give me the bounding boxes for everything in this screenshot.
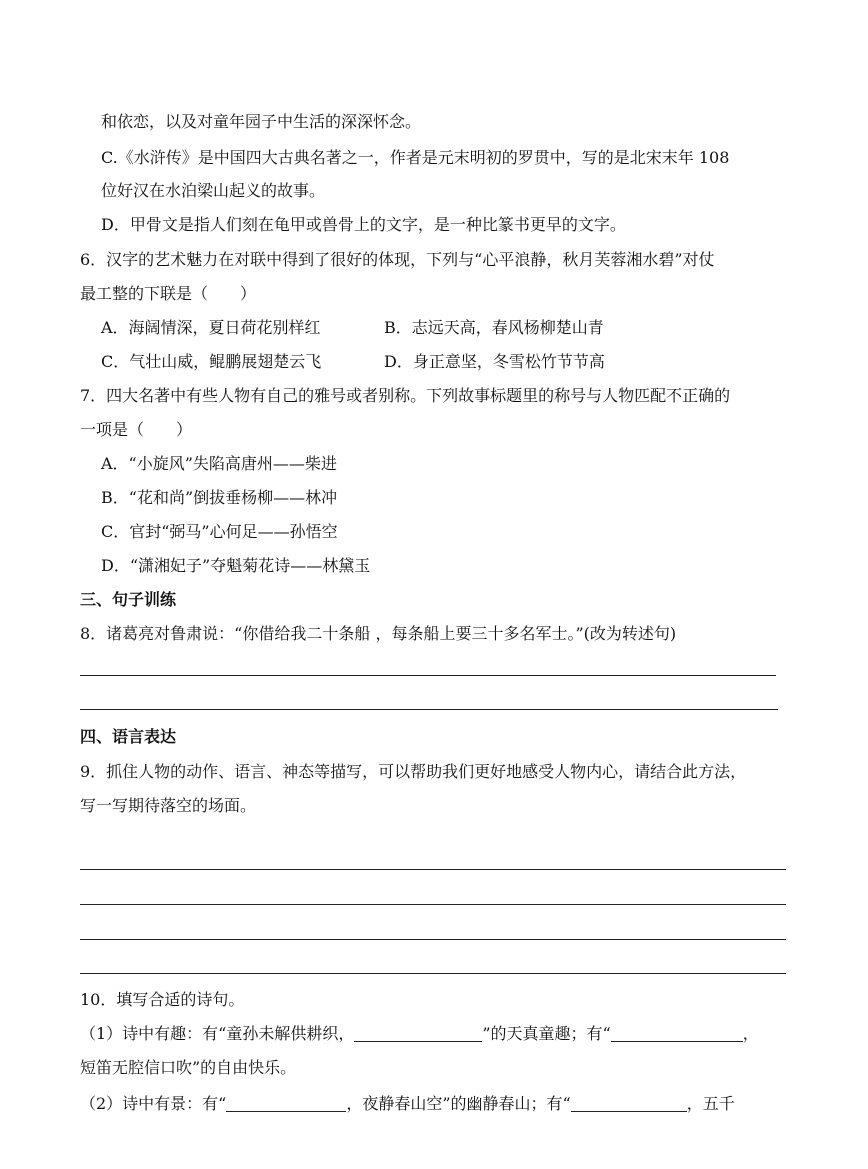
section-4-heading: 四、语言表达 <box>80 727 177 746</box>
q6-option-c: C．气壮山威，鲲鹏展翅楚云飞 <box>101 352 322 371</box>
q7-stem: 7．四大名著中有些人物有自己的雅号或者别称。下列故事标题里的称号与人物匹配不正确的 <box>80 386 731 405</box>
q6-option-b: B．志远天高，春风杨柳楚山青 <box>384 318 604 337</box>
q10-part-1-text-a: （1）诗中有趣：有“童孙未解供耕织， <box>80 1024 355 1043</box>
q10-part-2-text-c: ，五千 <box>686 1094 735 1113</box>
q9-answer-line-3[interactable] <box>80 939 786 940</box>
q8-answer-line-1[interactable] <box>80 675 776 676</box>
q5-option-b-continuation: 和依恋，以及对童年园子中生活的深深怀念。 <box>101 112 422 131</box>
q5-option-c: C.《水浒传》是中国四大古典名著之一，作者是元末明初的罗贯中，写的是北宋末年 108 <box>101 148 730 167</box>
q9-answer-line-4[interactable] <box>80 973 786 974</box>
q10-part-1-text-c: ， <box>742 1024 759 1043</box>
q6-stem-continuation: 最工整的下联是（ ） <box>80 284 257 303</box>
q9-stem-continuation: 写一写期待落空的场面。 <box>80 796 257 815</box>
q9-stem: 9．抓住人物的动作、语言、神态等描写，可以帮助我们更好地感受人物内心，请结合此方法， <box>80 762 747 781</box>
q10-part-2-text-a: （2）诗中有景：有“ <box>80 1094 227 1113</box>
q10-part-1 <box>80 1024 759 1044</box>
q10-part-1-continuation: 短笛无腔信口吹”的自由快乐。 <box>80 1058 297 1077</box>
q6-stem: 6．汉字的艺术魅力在对联中得到了很好的体现，下列与“心平浪静，秋月芙蓉湘水碧”对仗 <box>80 250 715 269</box>
q10-part-1-blank-2[interactable] <box>611 1025 743 1042</box>
section-3-heading: 三、句子训练 <box>80 590 177 609</box>
q10-part-1-blank-1[interactable] <box>354 1025 482 1042</box>
q9-answer-line-2[interactable] <box>80 904 786 905</box>
q5-option-d: D．甲骨文是指人们刻在龟甲或兽骨上的文字，是一种比篆书更早的文字。 <box>101 215 626 234</box>
q7-option-b: B．“花和尚”倒拔垂杨柳——林冲 <box>101 488 338 507</box>
q10-stem: 10．填写合适的诗句。 <box>80 990 245 1009</box>
q7-option-d: D．“潇湘妃子”夺魁菊花诗——林黛玉 <box>101 556 371 575</box>
q10-part-2 <box>80 1094 735 1114</box>
q10-part-2-blank-2[interactable] <box>571 1095 687 1112</box>
q5-option-c-continuation: 位好汉在水泊梁山起义的故事。 <box>101 181 326 200</box>
q10-part-2-blank-1[interactable] <box>226 1095 346 1112</box>
q10-part-2-text-b: ，夜静春山空”的幽静春山；有“ <box>346 1094 571 1113</box>
q8-answer-line-2[interactable] <box>80 709 778 710</box>
q7-option-c: C．官封“弼马”心何足——孙悟空 <box>101 522 338 541</box>
q6-option-d: D．身正意坚，冬雪松竹节节高 <box>384 352 605 371</box>
q7-option-a: A．“小旋风”失陷高唐州——柴进 <box>101 454 337 473</box>
q8-stem: 8．诸葛亮对鲁肃说：“你借给我二十条船 ，每条船上要三十多名军士。”(改为转述句) <box>80 624 677 643</box>
q7-stem-continuation: 一项是（ ） <box>80 420 193 439</box>
q6-option-a: A．海阔情深，夏日荷花别样红 <box>101 318 321 337</box>
q10-part-1-text-b: ”的天真童趣；有“ <box>482 1024 611 1043</box>
q9-answer-line-1[interactable] <box>80 869 786 870</box>
